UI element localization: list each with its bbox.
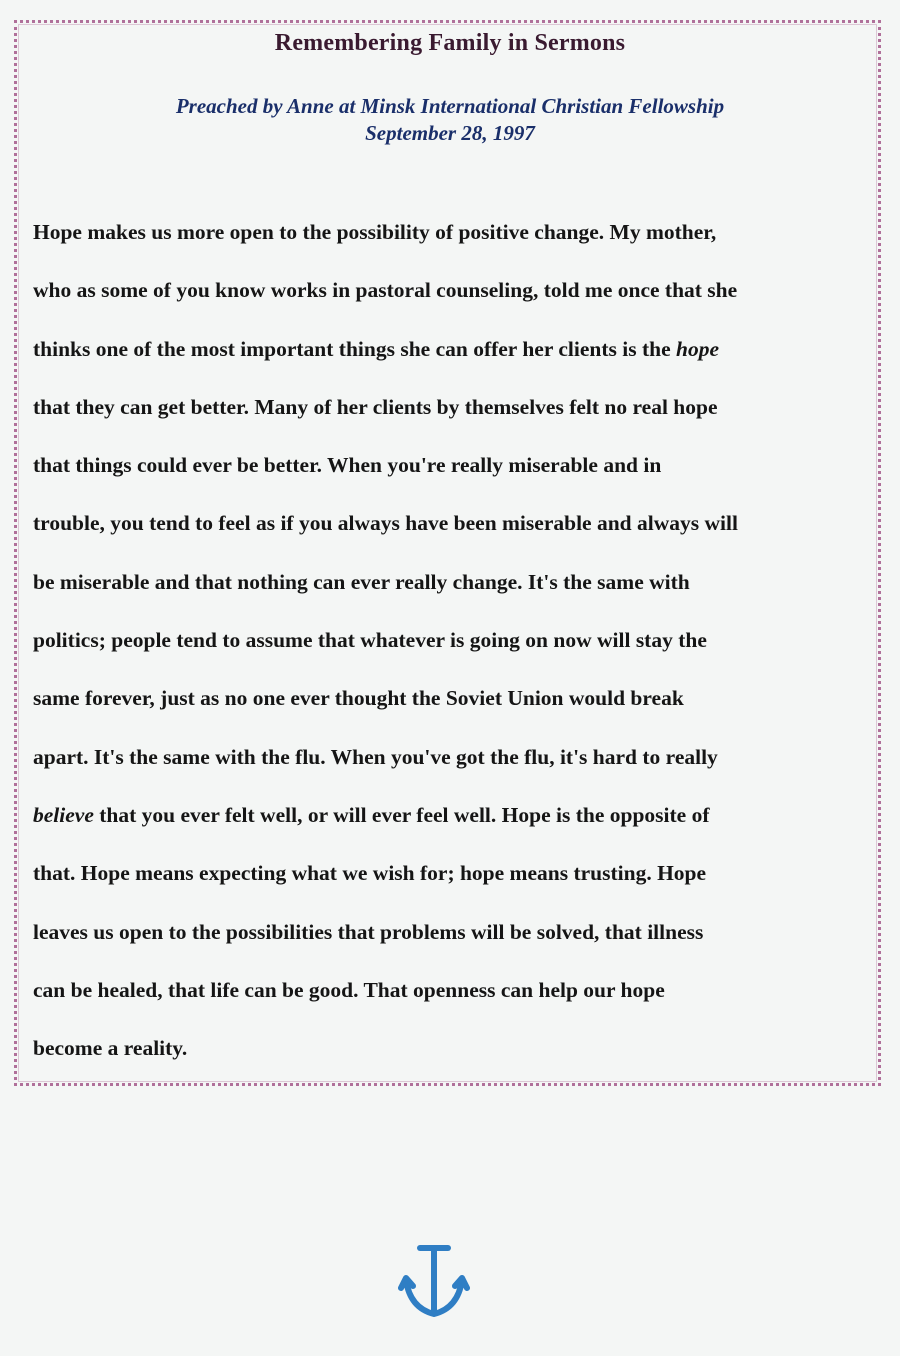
text-line: become a reality.	[33, 1036, 188, 1061]
text-line: politics; people tend to assume that whatever is going on now will stay the	[33, 628, 707, 653]
text-line: same forever, just as no one ever thought the Soviet Union would break	[33, 686, 684, 711]
text-segment: thinks one of the most important things she can offer her clients is the	[33, 336, 677, 361]
sermon-date: September 28, 1997	[365, 121, 535, 145]
text-line: be miserable and that nothing can ever really change. It's the same with	[33, 569, 690, 594]
text-line: that things could ever be better. When you're really miserable and in	[33, 453, 662, 478]
text-line	[33, 320, 869, 378]
emphasized-word: believe	[33, 802, 94, 827]
text-line: leaves us open to the possibilities that problems will be solved, that illness	[33, 919, 704, 944]
text-segment: that you ever felt well, or will ever feel well. Hope is the opposite of	[93, 802, 710, 827]
text-line: that. Hope means expecting what we wish for; hope means trusting. Hope	[33, 861, 707, 886]
text-line: can be healed, that life can be good. That openness can help our hope	[33, 977, 665, 1002]
text-line: trouble, you tend to feel as if you always have been miserable and always will	[33, 511, 738, 536]
text-line: Hope makes us more open to the possibility of positive change. My mother,	[33, 220, 717, 244]
text-line: who as some of you know works in pastoral counseling, told me once that she	[33, 278, 738, 303]
text-line	[33, 786, 869, 844]
emphasized-word: hope	[676, 336, 720, 361]
text-line: that they can get better. Many of her clients by themselves felt no real hope	[33, 394, 718, 419]
text-line: apart. It's the same with the flu. When you've got the flu, it's hard to really	[33, 744, 718, 769]
document-title: Remembering Family in Sermons	[274, 30, 626, 56]
anchor-icon	[398, 1242, 470, 1322]
preacher-line: Preached by Anne at Minsk International Christian Fellowship	[175, 94, 725, 118]
sermon-text	[33, 203, 869, 1077]
